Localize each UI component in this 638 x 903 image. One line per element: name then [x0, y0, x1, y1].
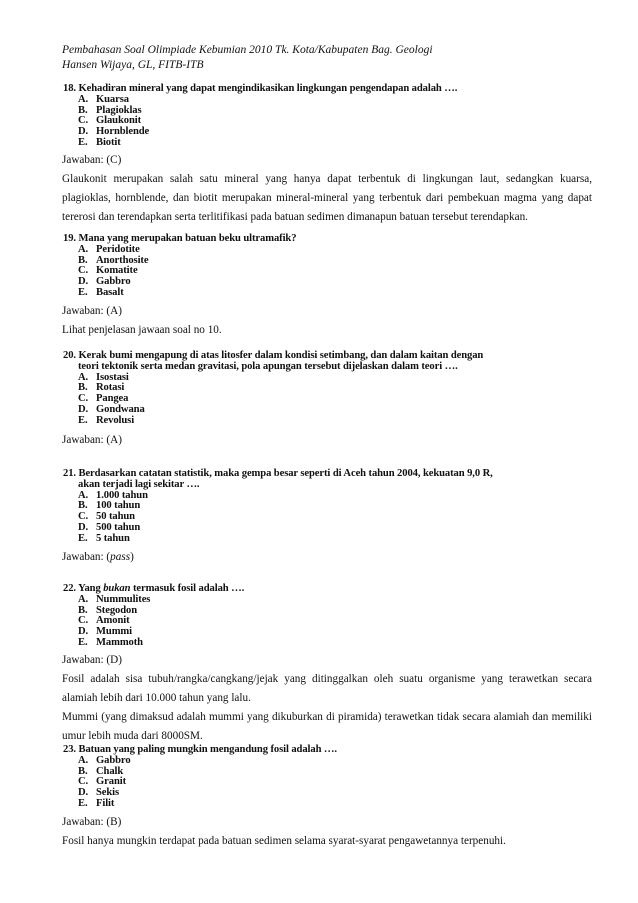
answer-label: Jawaban: (C) [62, 154, 122, 166]
option-a: A. Gabbro [78, 754, 131, 766]
question-stem: 20. Kerak bumi mengapung di atas litosfer dalam kondisi setimbang, dan dalam kaitan dengan teori tektonik serta medan gravitasi, pola apungan tersebut dijelaskan dalam teori …. [63, 350, 484, 372]
option-list [63, 595, 244, 649]
option-b: B. Rotasi [78, 382, 125, 394]
question-stem: 19. Mana yang merupakan batuan beku ultramafik? [63, 233, 297, 244]
answer-label: Jawaban: (A) [62, 434, 122, 446]
question-stem: 21. Berdasarkan catatan statistik, maka gempa besar seperti di Aceh tahun 2004, kekuatan 9,0 R, akan terjadi lagi sekitar …. [63, 468, 493, 490]
answer-block-22 [62, 651, 592, 746]
option-d: D. 500 tahun [78, 521, 141, 533]
option-b: B. Stegodon [78, 604, 137, 616]
answer-block-20 [62, 431, 592, 450]
option-d: D. Gabbro [78, 276, 131, 288]
option-list [63, 245, 296, 299]
option-b: B. 100 tahun [78, 500, 141, 512]
answer-block-19 [62, 302, 592, 340]
option-e: E. 5 tahun [78, 532, 130, 544]
answer-label: Jawaban: (pass) [62, 551, 134, 563]
question-22 [63, 584, 244, 649]
page-header [62, 43, 433, 73]
option-a: A. Kuarsa [78, 93, 129, 105]
option-a: A. Peridotite [78, 243, 140, 255]
question-20 [63, 351, 483, 427]
answer-block-21 [62, 548, 592, 567]
question-18 [63, 84, 457, 149]
answer-explanation: Lihat penjelasan jawaan soal no 10. [62, 324, 222, 336]
answer-block-23 [62, 813, 592, 851]
option-c: C. Pangea [78, 393, 129, 405]
option-list [63, 756, 337, 810]
option-e: E. Basalt [78, 286, 124, 298]
question-stem: 23. Batuan yang paling mungkin mengandung fosil adalah …. [63, 744, 337, 755]
option-c: C. 50 tahun [78, 511, 135, 523]
option-c: C. Granit [78, 776, 127, 788]
option-d: D. Sekis [78, 787, 120, 799]
question-21 [63, 469, 493, 545]
answer-label: Jawaban: (A) [62, 305, 122, 317]
option-d: D. Gondwana [78, 403, 145, 415]
option-d: D. Mummi [78, 626, 132, 638]
header-title: Pembahasan Soal Olimpiade Kebumian 2010 Tk. Kota/Kabupaten Bag. Geologi [62, 44, 433, 56]
option-list [63, 491, 493, 545]
option-b: B. Chalk [78, 765, 124, 777]
answer-label: Jawaban: (B) [62, 816, 122, 828]
option-c: C. Komatite [78, 265, 138, 277]
answer-explanation: Fosil adalah sisa tubuh/rangka/cangkang/jejak yang ditinggalkan oleh suatu organisme yang terawetkan secara alamiah lebih dari 10.000 tahun yang lalu. [62, 673, 592, 704]
option-c: C. Glaukonit [78, 115, 142, 127]
option-list [63, 373, 483, 427]
option-b: B. Anorthosite [78, 254, 149, 266]
option-c: C. Amonit [78, 615, 130, 627]
option-e: E. Biotit [78, 136, 121, 148]
option-a: A. Nummulites [78, 593, 151, 605]
option-list [63, 95, 457, 149]
option-d: D. Hornblende [78, 126, 150, 138]
option-a: A. 1.000 tahun [78, 489, 148, 501]
answer-explanation: Mummi (yang dimaksud adalah mummi yang dikuburkan di piramida) terawetkan tidak secara alamiah dan memiliki umur lebih muda dari 8000SM. [62, 711, 592, 742]
option-e: E. Mammoth [78, 636, 143, 648]
question-19 [63, 234, 296, 299]
answer-explanation: Fosil hanya mungkin terdapat pada batuan sedimen selama syarat-syarat pengawetannya terpenuhi. [62, 835, 506, 847]
question-stem: 22. Yang bukan termasuk fosil adalah …. [63, 583, 245, 594]
option-b: B. Plagioklas [78, 104, 142, 116]
option-a: A. Isostasi [78, 371, 129, 383]
option-e: E. Filit [78, 797, 115, 809]
answer-block-18 [62, 151, 592, 227]
option-e: E. Revolusi [78, 414, 135, 426]
question-stem: 18. Kehadiran mineral yang dapat mengindikasikan lingkungan pengendapan adalah …. [63, 83, 458, 94]
answer-label: Jawaban: (D) [62, 654, 122, 666]
answer-explanation: Glaukonit merupakan salah satu mineral yang hanya dapat terbentuk di lingkungan laut, sedangkan kuarsa, plagioklas, hornblende, dan biotit merupakan mineral-mineral yang terbentuk dari pembekuan magma yang dapat tererosi dan terendapkan serta terlitifikasi pada batuan sedimen dimanapun batuan tersebut terendapkan. [62, 173, 592, 223]
header-author: Hansen Wijaya, GL, FITB-ITB [62, 59, 204, 71]
question-23 [63, 745, 337, 810]
